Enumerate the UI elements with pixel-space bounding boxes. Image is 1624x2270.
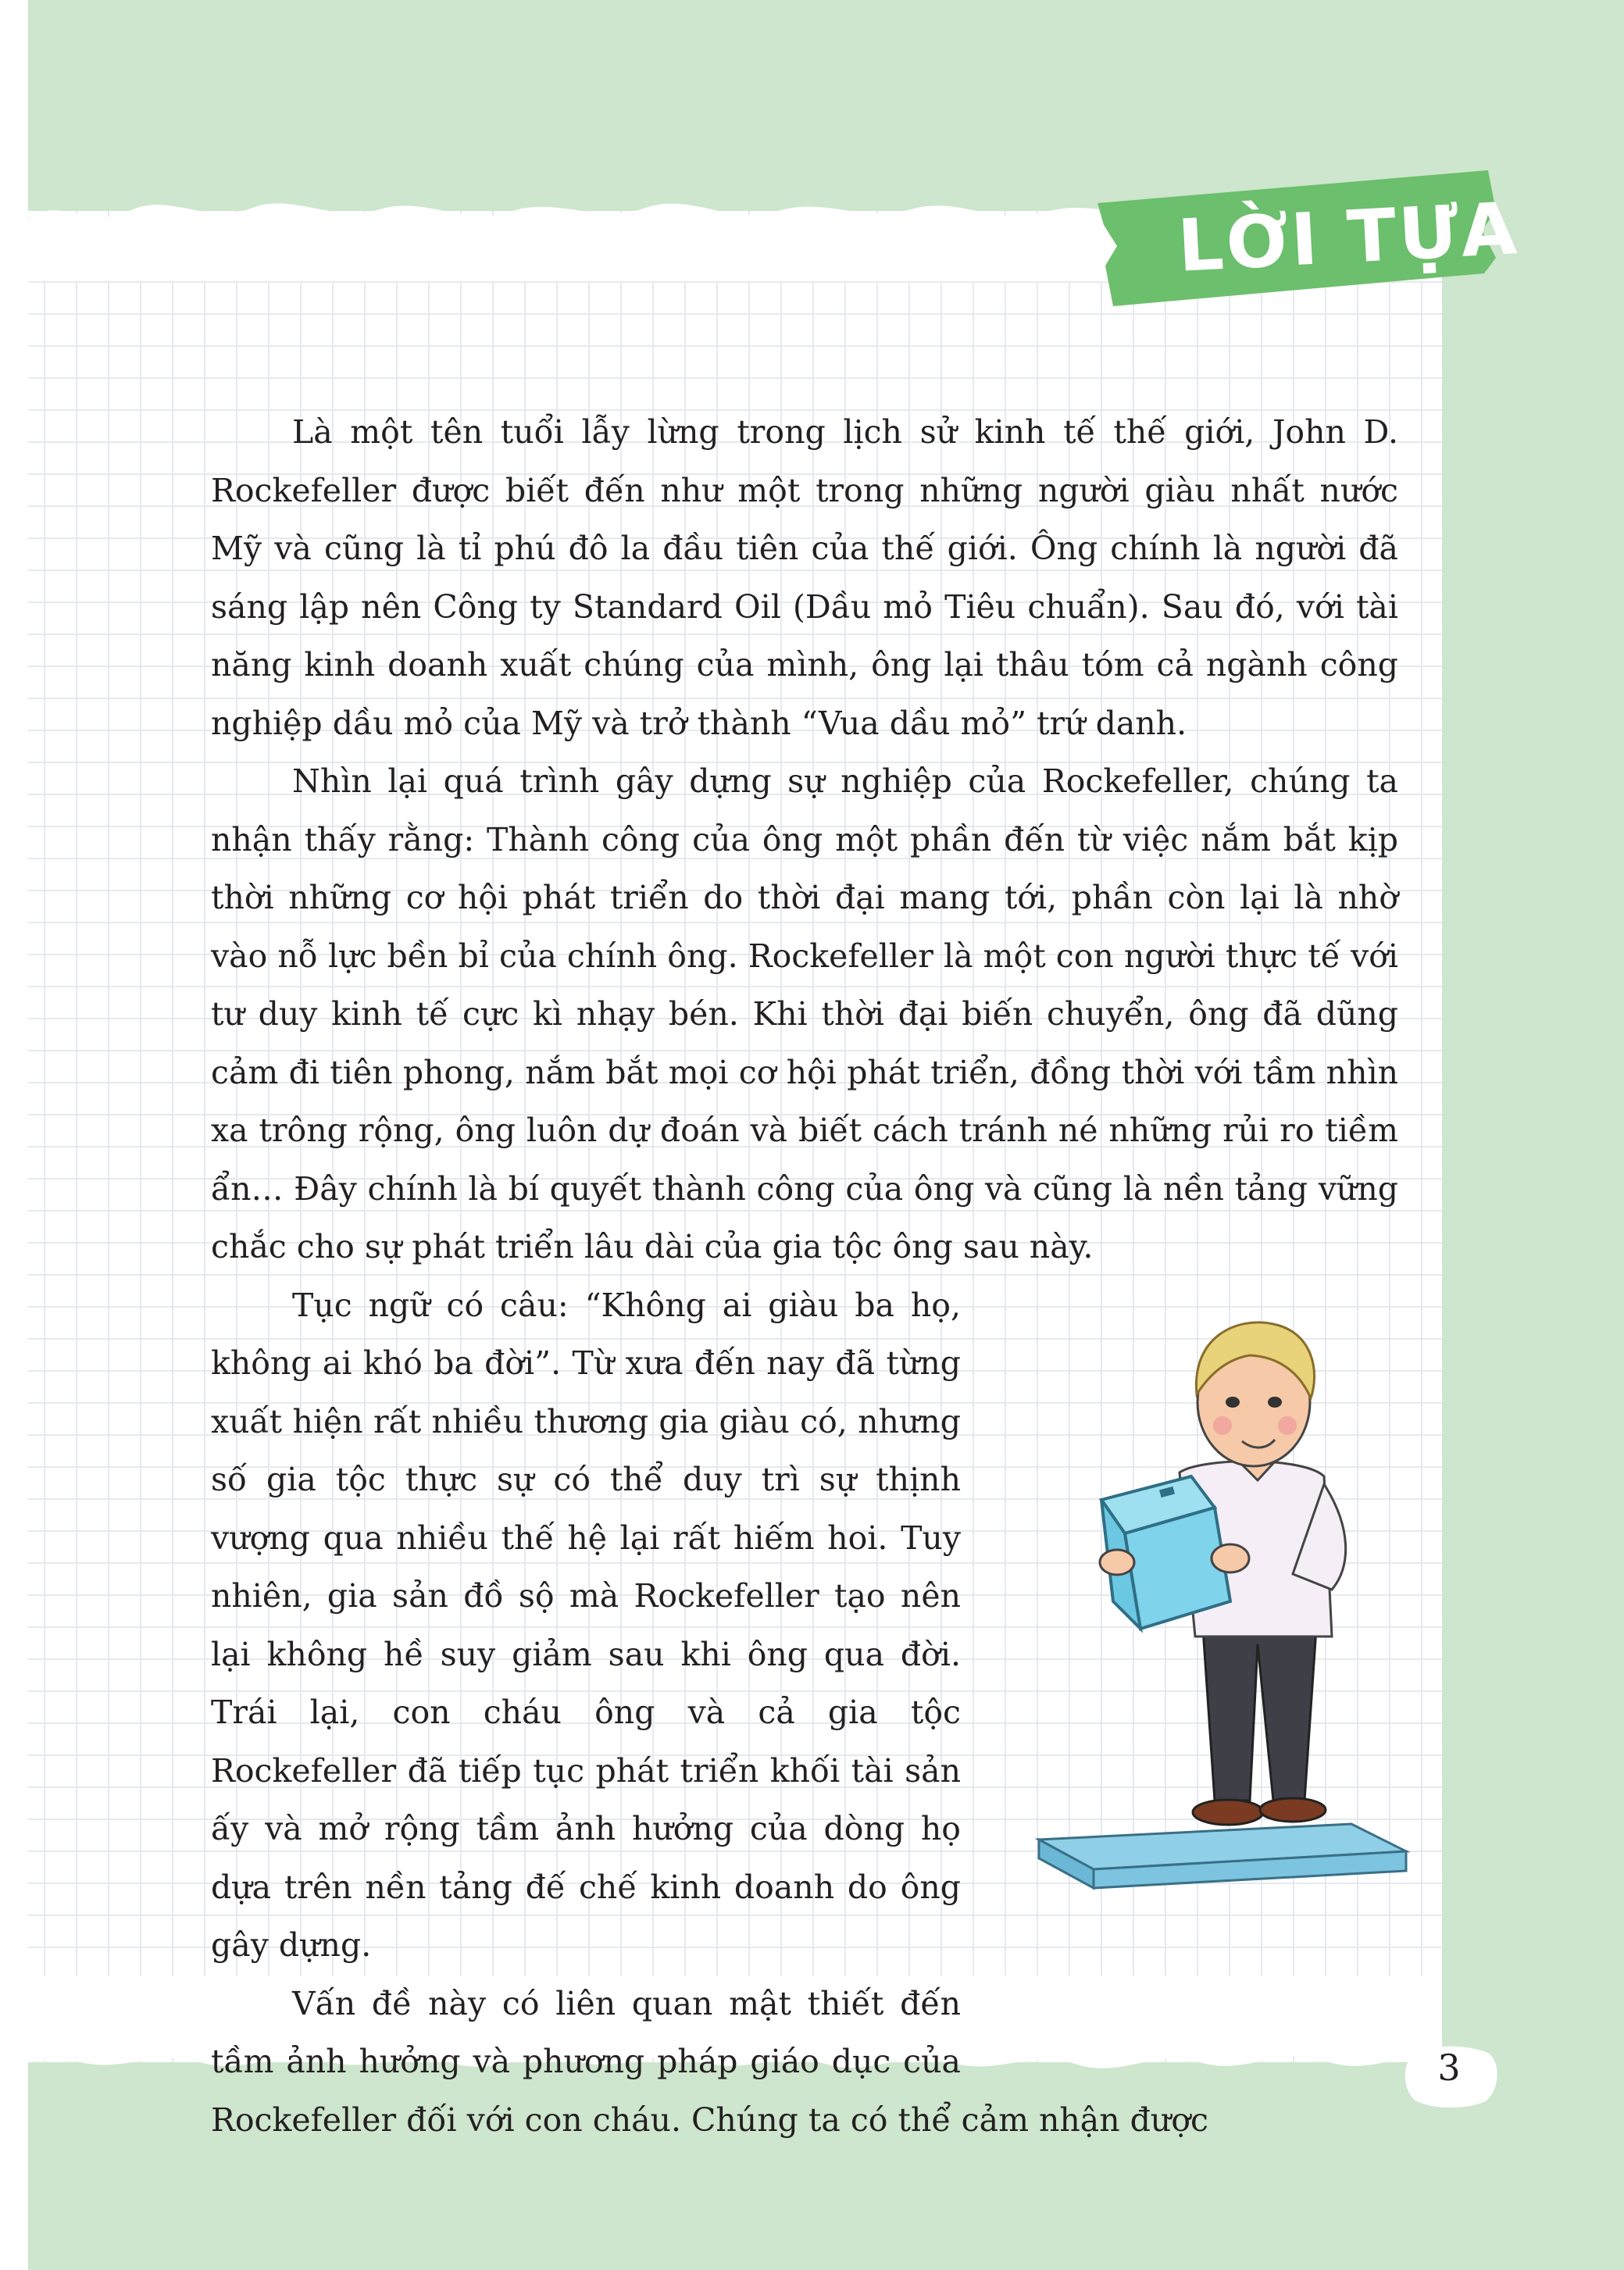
paragraph-1: Là một tên tuổi lẫy lừng trong lịch sử kinh tế thế giới, John D. Rockefeller được biết đến như một trong những người giàu nhất nước Mỹ và cũng là tỉ phú đô la đầu tiên của thế giới. Ông chính là người đã sáng lập nên Công ty Standard Oil (Dầu mỏ Tiêu chuẩn). Sau đó, với tài năng kinh doanh xuất chúng của mình, ông lại thâu tóm cả ngành công nghiệp dầu mỏ của Mỹ và trở thành “Vua dầu mỏ” trứ danh. <box>211 413 1398 742</box>
paragraph-2: Nhìn lại quá trình gây dựng sự nghiệp của Rockefeller, chúng ta nhận thấy rằng: Thành công của ông một phần đến từ việc nắm bắt kịp thời những cơ hội phát triển do thời đại mang tới, phần còn lại là nhờ vào nỗ lực bền bỉ của chính ông. Rockefeller là một con người thực tế với tư duy kinh tế cực kì nhạy bén. Khi thời đại biến chuyển, ông đã dũng cảm đi tiên phong, nắm bắt mọi cơ hội phát triển, đồng thời với tầm nhìn xa trông rộng, ông luôn dự đoán và biết cách tránh né những rủi ro tiềm ẩn… Đây chính là bí quyết thành công của ông và cũng là nền tảng vững chắc cho sự phát triển lâu dài của gia tộc ông sau này. <box>211 762 1398 1265</box>
cartoon-man-holding-blue-box-icon <box>1023 1301 1414 1910</box>
page-number: 3 <box>1437 2047 1461 2089</box>
paragraph-3: Tục ngữ có câu: “Không ai giàu ba họ, không ai khó ba đời”. Từ xưa đến nay đã từng xuất hiện rất nhiều thương gia giàu có, nhưng số gia tộc thực sự có thể duy trì sự thịnh vượng qua nhiều thế hệ lại rất hiếm hoi. Tuy nhiên, gia sản đồ sộ mà Rockefeller tạo nên lại không hề suy giảm sau khi ông qua đời. Trái lại, con cháu ông và cả gia tộc Rockefeller đã tiếp tục phát triển khối tài sản ấy và mở rộng tầm ảnh hưởng của dòng họ dựa trên nền tảng đế chế kinh doanh do ông gây dựng. <box>211 1286 961 1964</box>
paragraph-4: Vấn đề này có liên quan mật thiết đến tầm ảnh hưởng và phương pháp giáo dục của Rockefeller đối với con cháu. Chúng ta có thể cảm nhận được <box>211 1984 1208 2139</box>
page-title: LỜI TỰA <box>1176 187 1522 288</box>
